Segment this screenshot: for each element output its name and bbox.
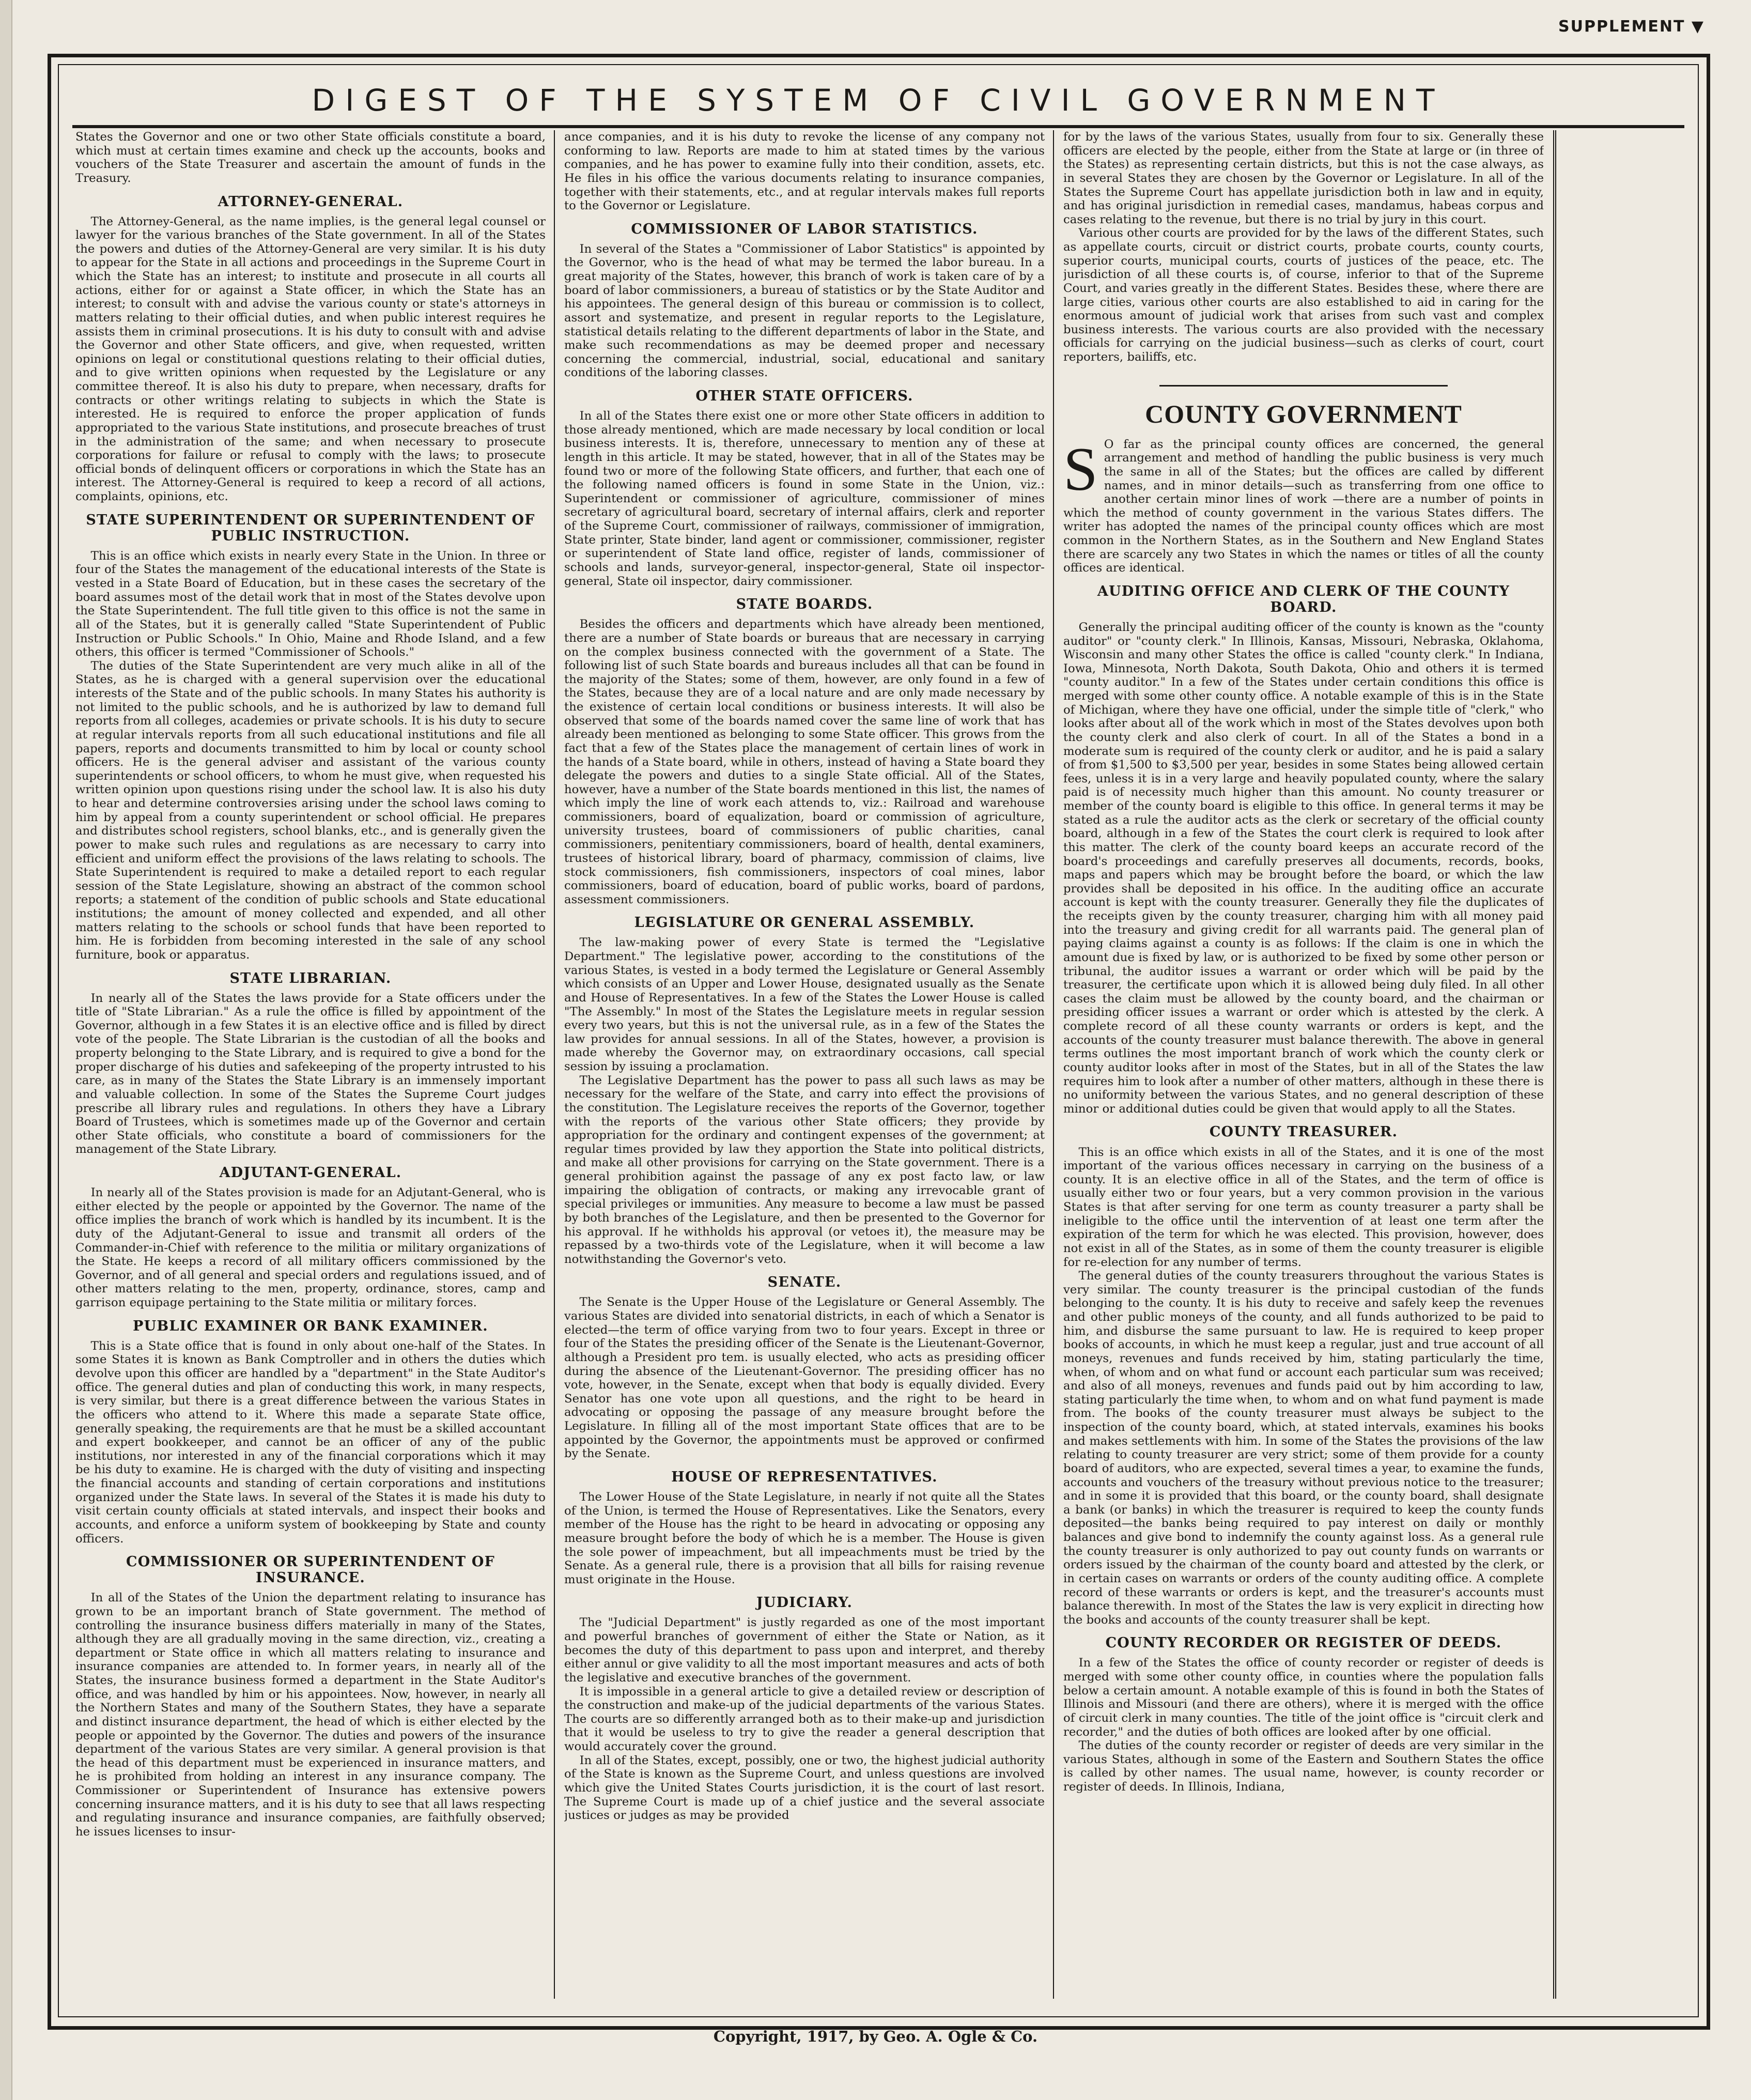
paragraph: The Senate is the Upper House of the Legislature or General Assembly. The various States are divided into senatorial districts, in each of which a Senator is elected—the term of office varying from two to four years. Except in three or four of the States the presiding officer of the Senate is the Lieutenant-Governor, although a President pro tem. is usually elected, who acts as presiding officer during the absence of the Lieutenant-Governor. The presiding officer has no vote, however, in the Senate, except when that body is equally divided. Every Senator has one vote upon all questions, and the right to be heard in advocating or opposing the passage of any measure brought before the Legislature. In filling all of the most important State offices that are to be appointed by the Governor, the appointments must be approved or confirmed by the Senate. — [564, 1295, 1045, 1461]
section-heading: COUNTY TREASURER. — [1209, 1124, 1398, 1140]
drop-cap: S — [1063, 434, 1098, 503]
paragraph — [1063, 434, 1544, 575]
section-heading: COMMISSIONER OR SUPERINTENDENT OF INSURANCE. — [126, 1554, 495, 1586]
paragraph-text: O far as the principal county offices are concerned, the general arrangement and method of handling the public business is very much the same in all of the States; but the offices are called by different names, and in minor details—such as transferring from one office to another certain minor lines of work —there are a number of points in which the method of county government in the various States differs. The writer has adopted the names of the principal county offices which are most common in the Northern States, as in the Southern and New England States there are scarcely any two States in which the names or titles of all the county offices are identical. — [1063, 437, 1544, 575]
section-heading: OTHER STATE OFFICERS. — [695, 388, 913, 405]
column-rule — [554, 130, 555, 1999]
paragraph: The Legislative Department has the power to pass all such laws as may be necessary for the welfare of the State, and carry into effect the provisions of the constitution. The Legislature receives the reports of the Governor, together with the reports of the various other State officers; they provide by appropriation for the ordinary and contingent expenses of the government; at regular times provided by law they apportion the State into political districts, and make all other provisions for carrying on the State government. There is a general prohibition against the passage of any ex post facto law, or law impairing the obligation of contracts, or making any irrevocable grant of special privileges or immunities. Any measure to become a law must be passed by both branches of the Legislature, and then be presented to the Governor for his approval. If he withholds his approval (or vetoes it), the measure may be repassed by a two-thirds vote of the Legislature, when it will become a law notwithstanding the Governor's veto. — [564, 1073, 1045, 1266]
section-heading: LEGISLATURE OR GENERAL ASSEMBLY. — [634, 915, 975, 931]
paragraph: The Lower House of the State Legislature, in nearly if not quite all the States of the Union, is termed the House of Representatives. Like the Senators, every member of the House has the right to be heard in advocating or opposing any measure brought before the body of which he is a member. The House is given the sole power of impeachment, but all impeachments must be tried by the Senate. As a general rule, there is a provision that all bills for raising revenue must originate in the House. — [564, 1490, 1045, 1586]
paragraph: The duties of the State Superintendent are very much alike in all of the States, as he is charged with a general supervision over the educational interests of the State and of the public schools. In many States his authority is not limited to the public schools, and he is authorized by law to demand full reports from all colleges, academies or private schools. It is his duty to secure at regular intervals reports from all such educational institutions and file all papers, reports and documents transmitted to him by local or county school officers. He is the general adviser and assistant of the various county superintendents or school officers, to whom he must give, when requested his written opinion upon questions rising under the school law. It is also his duty to hear and determine controversies arising under the school laws coming to him by appeal from a county superintendent or school official. He prepares and distributes school registers, school blanks, etc., and is generally given the power to make such rules and regulations as are necessary to carry into efficient and uniform effect the provisions of the laws relating to schools. The State Superintendent is required to make a detailed report to each regular session of the State Legislature, showing an abstract of the common school reports; a statement of the condition of public schools and State educational institutions; the amount of money collected and expended, and all other matters relating to the schools or school funds that have been reported to him. He is forbidden from becoming interested in the sale of any school furniture, book or apparatus. — [75, 659, 546, 962]
column-2 — [564, 130, 1045, 2001]
copyright-footer: Copyright, 1917, by Geo. A. Ogle & Co. — [713, 2028, 1038, 2045]
paragraph: Generally the principal auditing officer of the county is known as the "county auditor" or "county clerk." In Illinois, Kansas, Missouri, Nebraska, Oklahoma, Wisconsin and many other States the office is called "county clerk." In Indiana, Iowa, Minnesota, North Dakota, South Dakota, Ohio and others it is termed "county auditor." In a few of the States under certain conditions this office is merged with some other county office. A notable example of this is in the State of Michigan, where they have one official, under the simple title of "clerk," who looks after about all of the work which in most of the States devolves upon both the county clerk and also clerk of court. In all of the States a bond in a moderate sum is required of the county clerk or auditor, and he is paid a salary of from $1,500 to $3,500 per year, besides in some States being allowed certain fees, unless it is in a very large and heavily populated county, where the salary paid is of necessity much higher than this amount. No county treasurer or member of the county board is eligible to this office. In general terms it may be stated as a rule the auditor acts as the clerk or secretary of the official county board, although in a few of the States the court clerk is required to look after this matter. The clerk of the county board keeps an accurate record of the board's proceedings and carefully preserves all documents, records, books, maps and papers which may be brought before the board, or which the law provides shall be deposited in his office. In the auditing office an accurate account is kept with the county treasurer. Generally they file the duplicates of the receipts given by the county treasurer, charging him with all money paid into the treasury and giving credit for all warrants paid. The general plan of paying claims against a county is as follows: If the claim is one in which the amount due is fixed by law, or is authorized to be fixed by some other person or tribunal, the auditor issues a warrant or order which will be paid by the treasurer, the certificate upon which it is allowed being duly filed. In all other cases the claim must be allowed by the county board, and the chairman or presiding officer issues a warrant or order which is attested by the clerk. A complete record of all these county warrants or orders is kept, and the accounts of the county treasurer must balance therewith. The above in general terms outlines the most important branch of work which the county clerk or county auditor looks after in most of the States, but in all of the States the law requires him to look after a number of other matters, although in these there is no uniformity between the various States, and no general description of these minor or additional duties could be given that would apply to all the States. — [1063, 620, 1544, 1116]
section-heading: COMMISSIONER OF LABOR STATISTICS. — [631, 221, 978, 237]
section-heading: SENATE. — [767, 1274, 842, 1291]
column-3 — [1063, 130, 1544, 2001]
paragraph: This is a State office that is found in only about one-half of the States. In some States it is known as Bank Comptroller and in others the duties which devolve upon this officer are handled by a "department" in the State Auditor's office. The general duties and plan of conducting this work, in many respects, is very similar, but there is a great difference between the various States in the officers who attend to it. Where this made a separate State office, generally speaking, the requirements are that he must be a skilled accountant and expert bookkeeper, and cannot be an officer of any of the public institutions, nor interested in any of the financial corporations which it may be his duty to examine. He is charged with the duty of visiting and inspecting the financial accounts and standing of certain corporations and institutions organized under the State laws. In several of the States it is made his duty to visit certain county officials at stated intervals, and inspect their books and accounts, and enforce a uniform system of bookkeeping by State and county officers. — [75, 1339, 546, 1546]
column-rule — [1053, 130, 1054, 1999]
page-edge — [0, 0, 12, 2100]
column-rule — [1555, 130, 1556, 1999]
paragraph: The duties of the county recorder or register of deeds are very similar in the various States, although in some of the Eastern and Southern States the office is called by other names. The usual name, however, is county recorder or register of deeds. In Illinois, Indiana, — [1063, 1739, 1544, 1794]
paragraph: Besides the officers and departments which have already been mentioned, there are a number of State boards or bureaus that are necessary in carrying on the complex business connected with the government of a State. The following list of such State boards and bureaus includes all that can be found in the majority of the States; some of them, however, are only found in a few of the States, because they are of a local nature and are only made necessary by the existence of certain local conditions or business interests. It will also be observed that some of the boards named cover the same line of work that has already been mentioned as belonging to some State officer. This grows from the fact that a few of the States place the management of certain lines of work in the hands of a State board, while in others, instead of having a State board they delegate the powers and duties to a single State official. All of the States, however, have a number of the State boards mentioned in this list, the names of which imply the line of work each attends to, viz.: Railroad and warehouse commissioners, board of equalization, board or commission of agriculture, university trustees, board of commissioners of public charities, canal commissioners, penitentiary commissioners, board of health, dental examiners, trustees of historical library, board of pharmacy, commission of claims, live stock commissioners, fish commissioners, inspectors of coal mines, labor commissioners, board of education, board of public works, board of pardons, assessment commissioners. — [564, 617, 1045, 906]
paragraph: In a few of the States the office of county recorder or register of deeds is merged with some other county office, in counties where the population falls below a certain amount. A notable example of this is found in both the States of Illinois and Missouri (and there are others), where it is merged with the office of circuit clerk in many counties. The title of the joint office is "circuit clerk and recorder," and the duties of both offices are looked after by one official. — [1063, 1656, 1544, 1739]
paragraph: The general duties of the county treasurers throughout the various States is very similar. The county treasurer is the principal custodian of the funds belonging to the county. It is his duty to receive and safely keep the revenues and other public moneys of the county, and all funds authorized to be paid to him, and disburse the same pursuant to law. He is required to keep proper books of accounts, in which he must keep a regular, just and true account of all moneys, revenues and funds received by him, stating particularly the time, when, of whom and on what fund or account each particular sum was received; and also of all moneys, revenues and funds paid out by him according to law, stating particularly the time when, to whom and on what fund payment is made from. The books of the county treasurer must always be subject to the inspection of the county board, which, at stated intervals, examines his books and makes settlements with him. In some of the States the provisions of the law relating to county treasurer are very strict; some of them provide for a county board of auditors, who are expected, several times a year, to examine the funds, accounts and vouchers of the treasury without previous notice to the treasurer; and in some it is provided that this board, or the county board, shall designate a bank (or banks) in which the treasurer is required to keep the county funds deposited—the banks being required to pay interest on daily or monthly balances and give bond to indemnify the county against loss. As a general rule the county treasurer is only authorized to pay out county funds on warrants or orders issued by the chairman of the county board and attested by the clerk, or in certain cases on warrants or orders of the county auditing office. A complete record of these warrants or orders is kept, and the treasurer's accounts must balance therewith. In most of the States the law is very explicit in directing how the books and accounts of the county treasurer shall be kept. — [1063, 1269, 1544, 1627]
section-heading: STATE BOARDS. — [736, 596, 873, 613]
paragraph: In nearly all of the States provision is made for an Adjutant-General, who is either elected by the people or appointed by the Governor. The name of the office implies the branch of work which is handled by its incumbent. It is the duty of the Adjutant-General to issue and transmit all orders of the Commander-in-Chief with reference to the militia or military organizations of the State. He keeps a record of all military officers commissioned by the Governor, and of all general and special orders and regulations issued, and of other matters relating to the men, property, ordinance, stores, camp and garrison equipage pertaining to the State militia or military forces. — [75, 1186, 546, 1310]
paragraph: It is impossible in a general article to give a detailed review or description of the construction and make-up of the judicial departments of the various States. The courts are so differently arranged both as to their make-up and jurisdiction that it would be useless to try to give the reader a general description that would accurately cover the ground. — [564, 1685, 1045, 1754]
paragraph: In all of the States of the Union the department relating to insurance has grown to be an important branch of State government. The method of controlling the insurance business differs materially in many of the States, although they are all gradually moving in the same direction, viz., creating a department or State office in which all matters relating to insurance and insurance companies are attended to. In former years, in nearly all of the States, the insurance business formed a department in the State Auditor's office, and was handled by him or his appointees. Now, however, in nearly all the Northern States and many of the Southern States, they have a separate and distinct insurance department, the head of which is either elected by the people or appointed by the Governor. The duties and powers of the insurance department of the various States are very similar. A general provision is that the head of this department must be experienced in insurance matters, and he is prohibited from holding an interest in any insurance company. The Commissioner or Superintendent of Insurance has extensive powers concerning insurance matters, and it is his duty to see that all laws respecting and regulating insurance and insurance companies, are faithfully observed; he issues licenses to insur- — [75, 1591, 546, 1839]
paragraph: In all of the States there exist one or more other State officers in addition to those already mentioned, which are made necessary by local condition or local business interests. It is, therefore, unnecessary to mention any of these at length in this article. It may be stated, however, that in all of the States may be found two or more of the following State officers, and further, that each one of the following named officers is found in some State in the Union, viz.: Superintendent or commissioner of agriculture, commissioner of mines secretary of agricultural board, secretary of internal affairs, clerk and reporter of the Supreme Court, commissioner of railways, commissioner of immigration, State printer, State binder, land agent or commissioner, commissioner, register or superintendent of State land office, register of lands, commissioner of schools and lands, surveyor-general, inspector-general, State oil inspector-general, State oil inspector, dairy commissioner. — [564, 409, 1045, 588]
paragraph: for by the laws of the various States, usually from four to six. Generally these officers are elected by the people, either from the State at large or (in three of the States) as representing certain districts, but this is not the case always, as in several States they are chosen by the Governor or Legislature. In all of the States the Supreme Court has appellate jurisdiction both in law and in equity, and has original jurisdiction in remedial cases, mandamus, habeas corpus and cases relating to the revenue, but there is no trial by jury in this court. — [1063, 130, 1544, 226]
paragraph: In several of the States a "Commissioner of Labor Statistics" is appointed by the Governor, who is the head of what may be termed the labor bureau. In a great majority of the States, however, this branch of work is taken care of by a board of labor commissioners, a bureau of statistics or by the State Auditor and his appointees. The general design of this bureau or commission is to collect, assort and systematize, and present in regular reports to the Legislature, statistical details relating to the different departments of labor in the State, and make such recommendations as may be deemed proper and necessary concerning the commercial, industrial, social, educational and sanitary conditions of the laboring classes. — [564, 242, 1045, 380]
section-heading: ADJUTANT-GENERAL. — [219, 1165, 402, 1181]
paragraph: In all of the States, except, possibly, one or two, the highest judicial authority of the State is known as the Supreme Court, and unless questions are involved which give the United States Courts jurisdiction, it is the court of last resort. The Supreme Court is made up of a chief justice and the several associate justices or judges as may be provided — [564, 1753, 1045, 1823]
paragraph: The Attorney-General, as the name implies, is the general legal counsel or lawyer for the various branches of the State government. In all of the States the powers and duties of the Attorney-General are very similar. It is his duty to appear for the State in all actions and proceedings in the Supreme Court in which the State has an interest; to institute and prosecute in all courts all actions, either for or against a State officer, in which the State has an interest; to consult with and advise the various county or state's attorneys in matters relating to their official duties, and when public interest requires he assists them in criminal prosecutions. It is his duty to consult with and advise the Governor and other State officers, and give, when requested, written opinions on legal or constitutional questions relating to their official duties, and to give written opinions when requested by the Legislature or any committee thereof. It is also his duty to prepare, when necessary, drafts for contracts or other writings relating to subjects in which the State is interested. He is required to enforce the proper application of funds appropriated to the various State institutions, and prosecute breaches of trust in the administration of the same; and when necessary to prosecute corporations for failure or refusal to comply with the laws; to prosecute official bonds of delinquent officers or corporations in which the State has an interest. The Attorney-General is required to keep a record of all actions, complaints, opinions, etc. — [75, 214, 546, 504]
section-heading: JUDICIARY. — [756, 1595, 853, 1611]
paragraph: This is an office which exists in nearly every State in the Union. In three or four of the States the management of the educational interests of the State is vested in a State Board of Education, but in these cases the secretary of the board assumes most of the detail work that in most of the States devolve upon the State Superintendent. The full title given to this office is not the same in all of the States, but it is generally called "State Superintendent of Public Instruction or Public Schools." In Ohio, Maine and Rhode Island, and a few others, this officer is termed "Commissioner of Schools." — [75, 549, 546, 659]
supplement-label: SUPPLEMENT ▼ — [1558, 18, 1704, 36]
section-heading: COUNTY RECORDER OR REGISTER OF DEEDS. — [1105, 1635, 1502, 1651]
section-heading: ATTORNEY-GENERAL. — [218, 193, 404, 210]
section-heading: HOUSE OF REPRESENTATIVES. — [671, 1469, 938, 1485]
section-divider — [1159, 385, 1448, 387]
column-1 — [75, 130, 546, 2001]
section-heading: AUDITING OFFICE AND CLERK OF THE COUNTY BOARD. — [1097, 583, 1510, 615]
paragraph: Various other courts are provided for by the laws of the different States, such as appellate courts, circuit or district courts, probate courts, county courts, superior courts, municipal courts, courts of justices of the peace, etc. The jurisdiction of all these courts is, of course, inferior to that of the Supreme Court, and varies greatly in the different States. Besides these, where there are large cities, various other courts are also established to aid in caring for the enormous amount of judicial work that arises from such vast and complex business interests. The various courts are also provided with the necessary officials for carrying on the judicial business—such as clerks of court, court reporters, bailiffs, etc. — [1063, 226, 1544, 364]
section-heading: PUBLIC EXAMINER OR BANK EXAMINER. — [133, 1318, 488, 1334]
paragraph: The law-making power of every State is termed the "Legislative Department." The legislative power, according to the constitutions of the various States, is vested in a body termed the Legislature or General Assembly which consists of an Upper and Lower House, designated usually as the Senate and House of Representatives. In a few of the States the Lower House is called "The Assembly." In most of the States the Legislature meets in regular session every two years, but this is not the universal rule, as in a few of the States the law provides for annual sessions. In all of the States, however, a provision is made whereby the Governor may, on extraordinary occasions, call special session by issuing a proclamation. — [564, 936, 1045, 1074]
column-rule — [1553, 130, 1554, 1999]
masthead-title: DIGEST OF THE SYSTEM OF CIVIL GOVERNMENT — [72, 75, 1684, 128]
section-heading: STATE SUPERINTENDENT OR SUPERINTENDENT OF PUBLIC INSTRUCTION. — [86, 512, 535, 544]
paragraph: States the Governor and one or two other State officials constitute a board, which must at certain times examine and check up the accounts, books and vouchers of the State Treasurer and ascertain the amount of funds in the Treasury. — [75, 130, 546, 185]
section-heading: STATE LIBRARIAN. — [229, 970, 392, 986]
paragraph: This is an office which exists in all of the States, and it is one of the most important of the various offices necessary in carrying on the business of a county. It is an elective office in all of the States, and the term of office is usually either two or four years, but a very common provision in the various States is that after serving for one term as county treasurer a party shall be ineligible to the office until the intervention of at least one term after the expiration of the term for which he was elected. This provision, however, does not exist in all of the States, as in some of them the county treasurer is eligible for re-election for any number of terms. — [1063, 1145, 1544, 1269]
county-government-heading: COUNTY GOVERNMENT — [1145, 399, 1462, 428]
paragraph: ance companies, and it is his duty to revoke the license of any company not conforming to law. Reports are made to him at stated times by the various companies, and he has power to examine fully into their condition, assets, etc. He files in his office the various documents relating to insurance companies, together with their statements, etc., and at regular intervals makes full reports to the Governor or Legislature. — [564, 130, 1045, 213]
paragraph: The "Judicial Department" is justly regarded as one of the most important and powerful branches of government of either the State or Nation, as it becomes the duty of this department to pass upon and interpret, and thereby either annul or give validity to all the most important measures and acts of both the legislative and executive branches of the government. — [564, 1616, 1045, 1685]
paragraph: In nearly all of the States the laws provide for a State officers under the title of "State Librarian." As a rule the office is filled by appointment of the Governor, although in a few States it is an elective office and is filled by direct vote of the people. The State Librarian is the custodian of all the books and property belonging to the State Library, and is required to give a bond for the proper discharge of his duties and safekeeping of the property intrusted to his care, as in many of the States the State Library is an immensely important and valuable collection. In some of the States the Supreme Court judges prescribe all library rules and regulations. In others they have a Library Board of Trustees, which is sometimes made up of the Governor and certain other State officials, who constitute a board of commissioners for the management of the State Library. — [75, 991, 546, 1156]
